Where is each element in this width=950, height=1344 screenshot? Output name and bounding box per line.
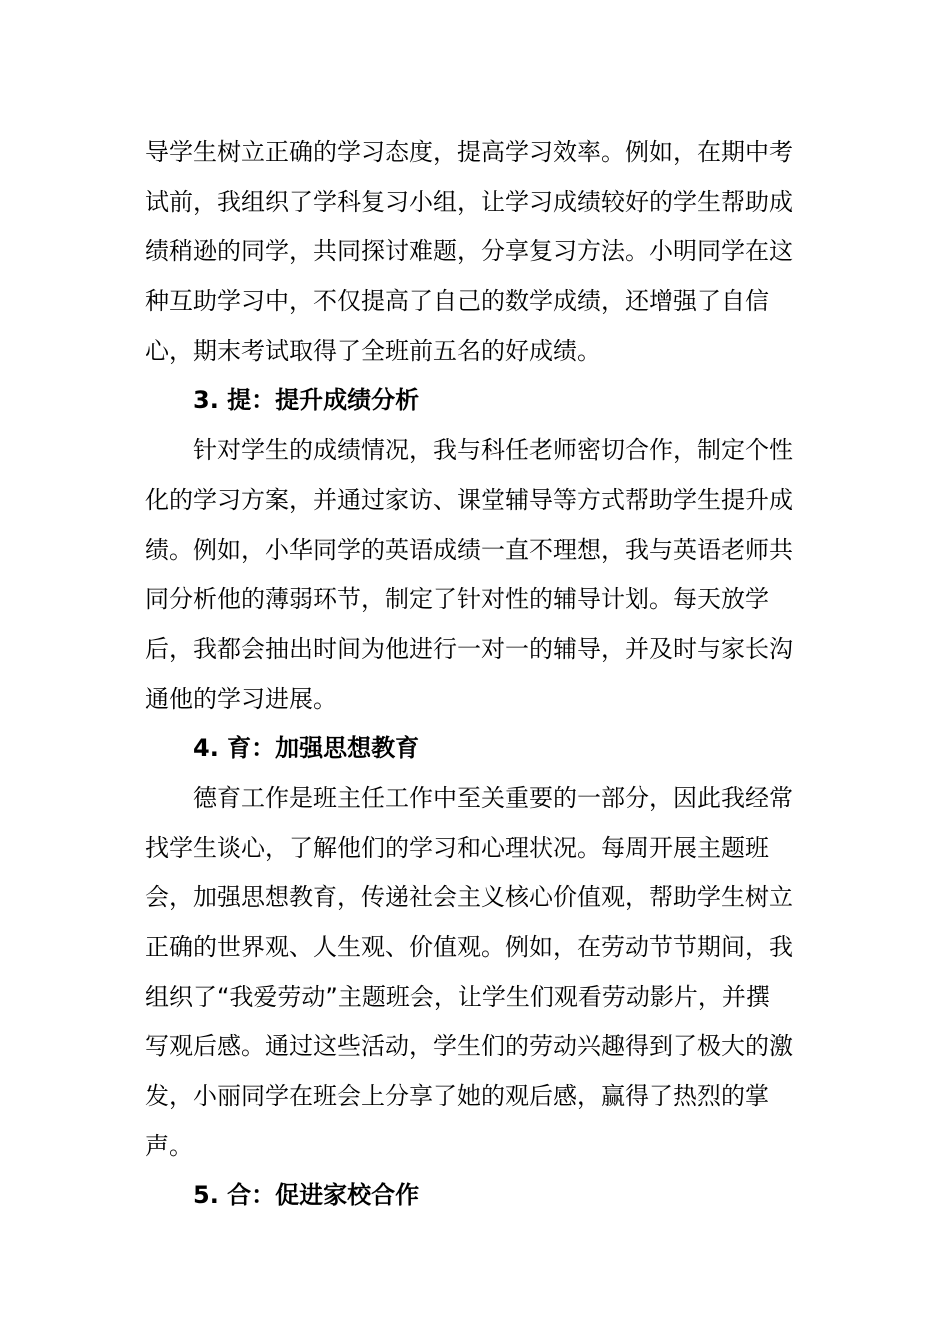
paragraph-line: 绩稍逊的同学，共同探讨难题，分享复习方法。小明同学在这 <box>145 237 793 266</box>
paragraph-line: 导学生树立正确的学习态度，提高学习效率。例如，在期中考 <box>145 138 793 166</box>
paragraph-line: 针对学生的成绩情况，我与科任老师密切合作，制定个性 <box>193 436 793 465</box>
section-heading: 4. 育：加强思想教育 <box>193 734 420 763</box>
section-heading: 3. 提：提升成绩分析 <box>193 386 420 415</box>
paragraph-line: 种互助学习中，不仅提高了自己的数学成绩，还增强了自信 <box>145 287 769 316</box>
paragraph-line: 化的学习方案，并通过家访、课堂辅导等方式帮助学生提升成 <box>145 485 793 514</box>
paragraph-line: 声。 <box>145 1131 193 1160</box>
paragraph-line: 会，加强思想教育，传递社会主义核心价值观，帮助学生树立 <box>145 883 793 912</box>
paragraph-line: 发，小丽同学在班会上分享了她的观后感，赢得了热烈的掌 <box>145 1082 769 1111</box>
paragraph-line: 正确的世界观、人生观、价值观。例如，在劳动节节期间，我 <box>145 933 793 961</box>
paragraph-line: 后，我都会抽出时间为他进行一对一的辅导，并及时与家长沟 <box>145 634 793 663</box>
document-body <box>145 128 807 1221</box>
paragraph-line: 试前，我组织了学科复习小组，让学习成绩较好的学生帮助成 <box>145 187 793 216</box>
paragraph-line: 找学生谈心，了解他们的学习和心理状况。每周开展主题班 <box>145 833 769 862</box>
paragraph-line: 绩。例如，小华同学的英语成绩一直不理想，我与英语老师共 <box>145 535 793 564</box>
paragraph-line: 组织了“我爱劳动”主题班会，让学生们观看劳动影片，并撰 <box>145 982 770 1011</box>
paragraph-line: 写观后感。通过这些活动，学生们的劳动兴趣得到了极大的激 <box>145 1032 793 1061</box>
paragraph-line: 德育工作是班主任工作中至关重要的一部分，因此我经常 <box>193 783 793 812</box>
paragraph-line: 心，期末考试取得了全班前五名的好成绩。 <box>145 336 601 365</box>
paragraph-line: 同分析他的薄弱环节，制定了针对性的辅导计划。每天放学 <box>145 585 769 614</box>
paragraph-line: 通他的学习进展。 <box>145 684 337 713</box>
section-heading: 5. 合：促进家校合作 <box>193 1181 420 1210</box>
